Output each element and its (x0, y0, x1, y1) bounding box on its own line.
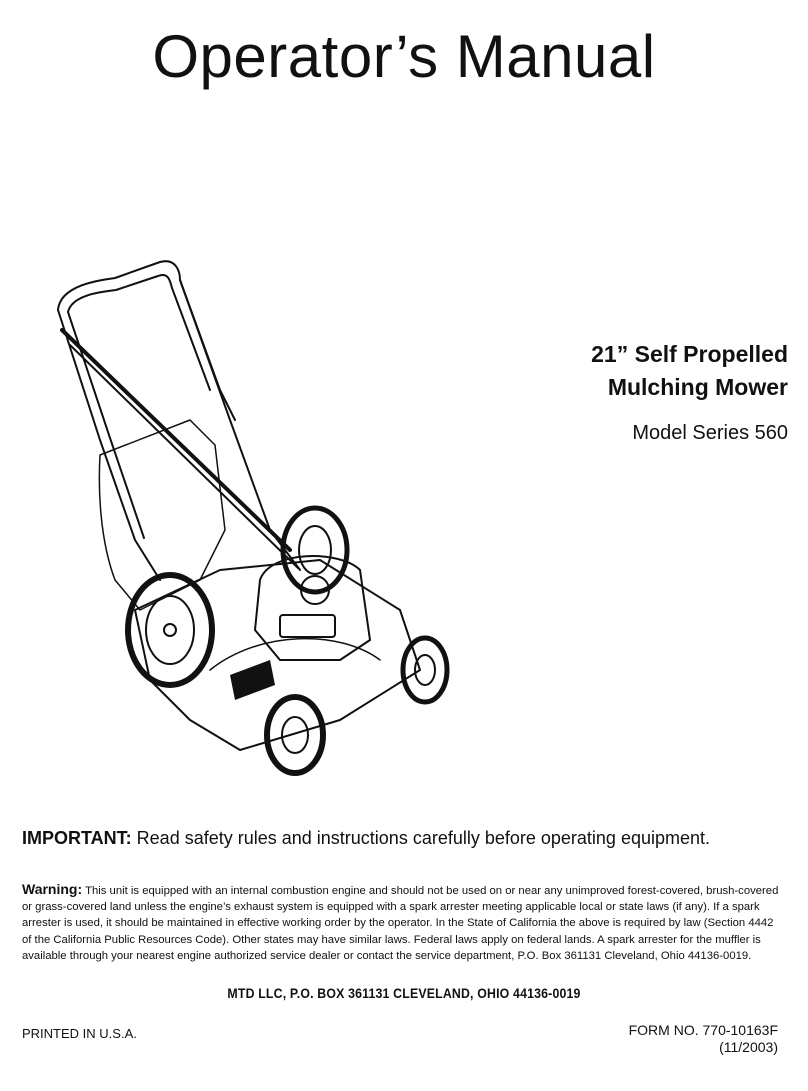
warning-text: This unit is equipped with an internal combustion engine and should not be used on or near any unimproved forest-covered, brush-covered or grass-covered land unless the engine’s exhaust system is equipped with a spark arrester meeting applicable local or state laws (if any). If a spark arrester is used, it should be maintained in effective working order by the operator. In the State of California the above is required by law (Section 4442 of the California Public Resources Code). Other states may have similar laws. Federal laws apply on federal lands. A spark arrester for the muffler is available through your nearest engine authorized service dealer or contact the service department, P.O. Box 361131 Cleveland, Ohio 44136-0019. (22, 885, 779, 962)
warning-notice (22, 881, 782, 964)
product-name-line1: 21” Self Propelled (591, 341, 788, 367)
important-text: Read safety rules and instructions carefully before operating equipment. (136, 828, 710, 848)
printed-in: PRINTED IN U.S.A. (22, 1026, 137, 1041)
lawn-mower-illustration (40, 250, 450, 790)
important-label: IMPORTANT: (22, 828, 132, 848)
form-number: FORM NO. 770-10163F (628, 1022, 778, 1038)
form-date: (11/2003) (719, 1039, 778, 1055)
warning-label: Warning: (22, 881, 83, 897)
model-series: Model Series 560 (632, 422, 788, 444)
product-name-line2: Mulching Mower (607, 374, 788, 400)
manual-title: Operator’s Manual (152, 23, 656, 90)
form-number-block (629, 1022, 778, 1056)
product-block (520, 338, 788, 445)
company-address: MTD LLC, P.O. BOX 361131 CLEVELAND, OHIO 44136-0019 (227, 985, 581, 1001)
important-notice (22, 828, 792, 849)
